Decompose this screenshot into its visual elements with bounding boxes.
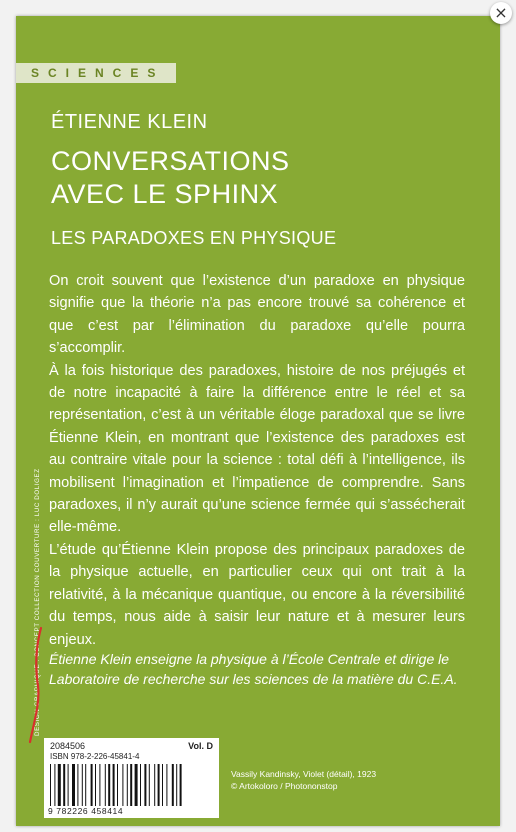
series-label: SCIENCES: [16, 63, 176, 83]
book-subtitle: LES PARADOXES EN PHYSIQUE: [51, 228, 337, 248]
isbn-number: ISBN 978-2-226-45841-4: [50, 752, 140, 761]
blurb: [49, 270, 465, 651]
red-ink-mark-icon: [26, 626, 50, 746]
barcode-block: [44, 738, 219, 818]
blurb-paragraph: On croit souvent que l’existence d’un paradoxe en physique signifie que la théorie n’a pas encore trouvé sa cohérence et que c’est par l’élimination du paradoxe qu’elle pourra s’accomplir.: [49, 273, 465, 357]
volume-label: Vol. D: [188, 741, 213, 751]
design-credit: DESIGN GRAPHIQUE : CONCEPT COLLECTION COUVERTURE : LUC DOLIGEZ: [34, 468, 41, 736]
barcode-digits: 9 782226 458414: [48, 806, 124, 816]
photo-credit: © Artokoloro / Photononstop: [231, 781, 338, 791]
book-title-line-2: AVEC LE SPHINX: [51, 179, 279, 209]
book-back-cover: [16, 16, 500, 826]
close-button[interactable]: ×: [490, 2, 512, 24]
book-title-line-1: CONVERSATIONS: [51, 146, 290, 176]
product-code: 2084506: [50, 741, 86, 751]
author-bio: Étienne Klein enseigne la physique à l’École Centrale et dirige le Laboratoire de recherche sur les sciences de la matière du C.E.A.: [49, 651, 458, 687]
barcode-icon: [50, 764, 213, 806]
blurb-paragraph: L’étude qu’Étienne Klein propose des principaux paradoxes de la physique actuelle, en particulier ceux qui ont trait à la relativité, à la mécanique quantique, ou encore à la réversibilité du temps, nous aide à saisir leur nature et à mesurer leurs enjeux.: [49, 541, 465, 648]
image-credit: Vassily Kandinsky, Violet (détail), 1923: [231, 769, 377, 779]
blurb-paragraph: À la fois historique des paradoxes, histoire de nos préjugés et de notre incapacité à faire la différence entre le réel et sa représentation, c’est à un véritable éloge paradoxal que se livre Étienne Klein, en montrant que l’existence des paradoxes est au contraire vitale pour la science : total défi à l’intelligence, ils mobilisent l’imagination et l’impatience de comprendre. Sans paradoxes, il n’y aurait qu’une science fermée qui s’assécherait elle-même.: [49, 362, 465, 536]
author-name: ÉTIENNE KLEIN: [51, 111, 208, 133]
